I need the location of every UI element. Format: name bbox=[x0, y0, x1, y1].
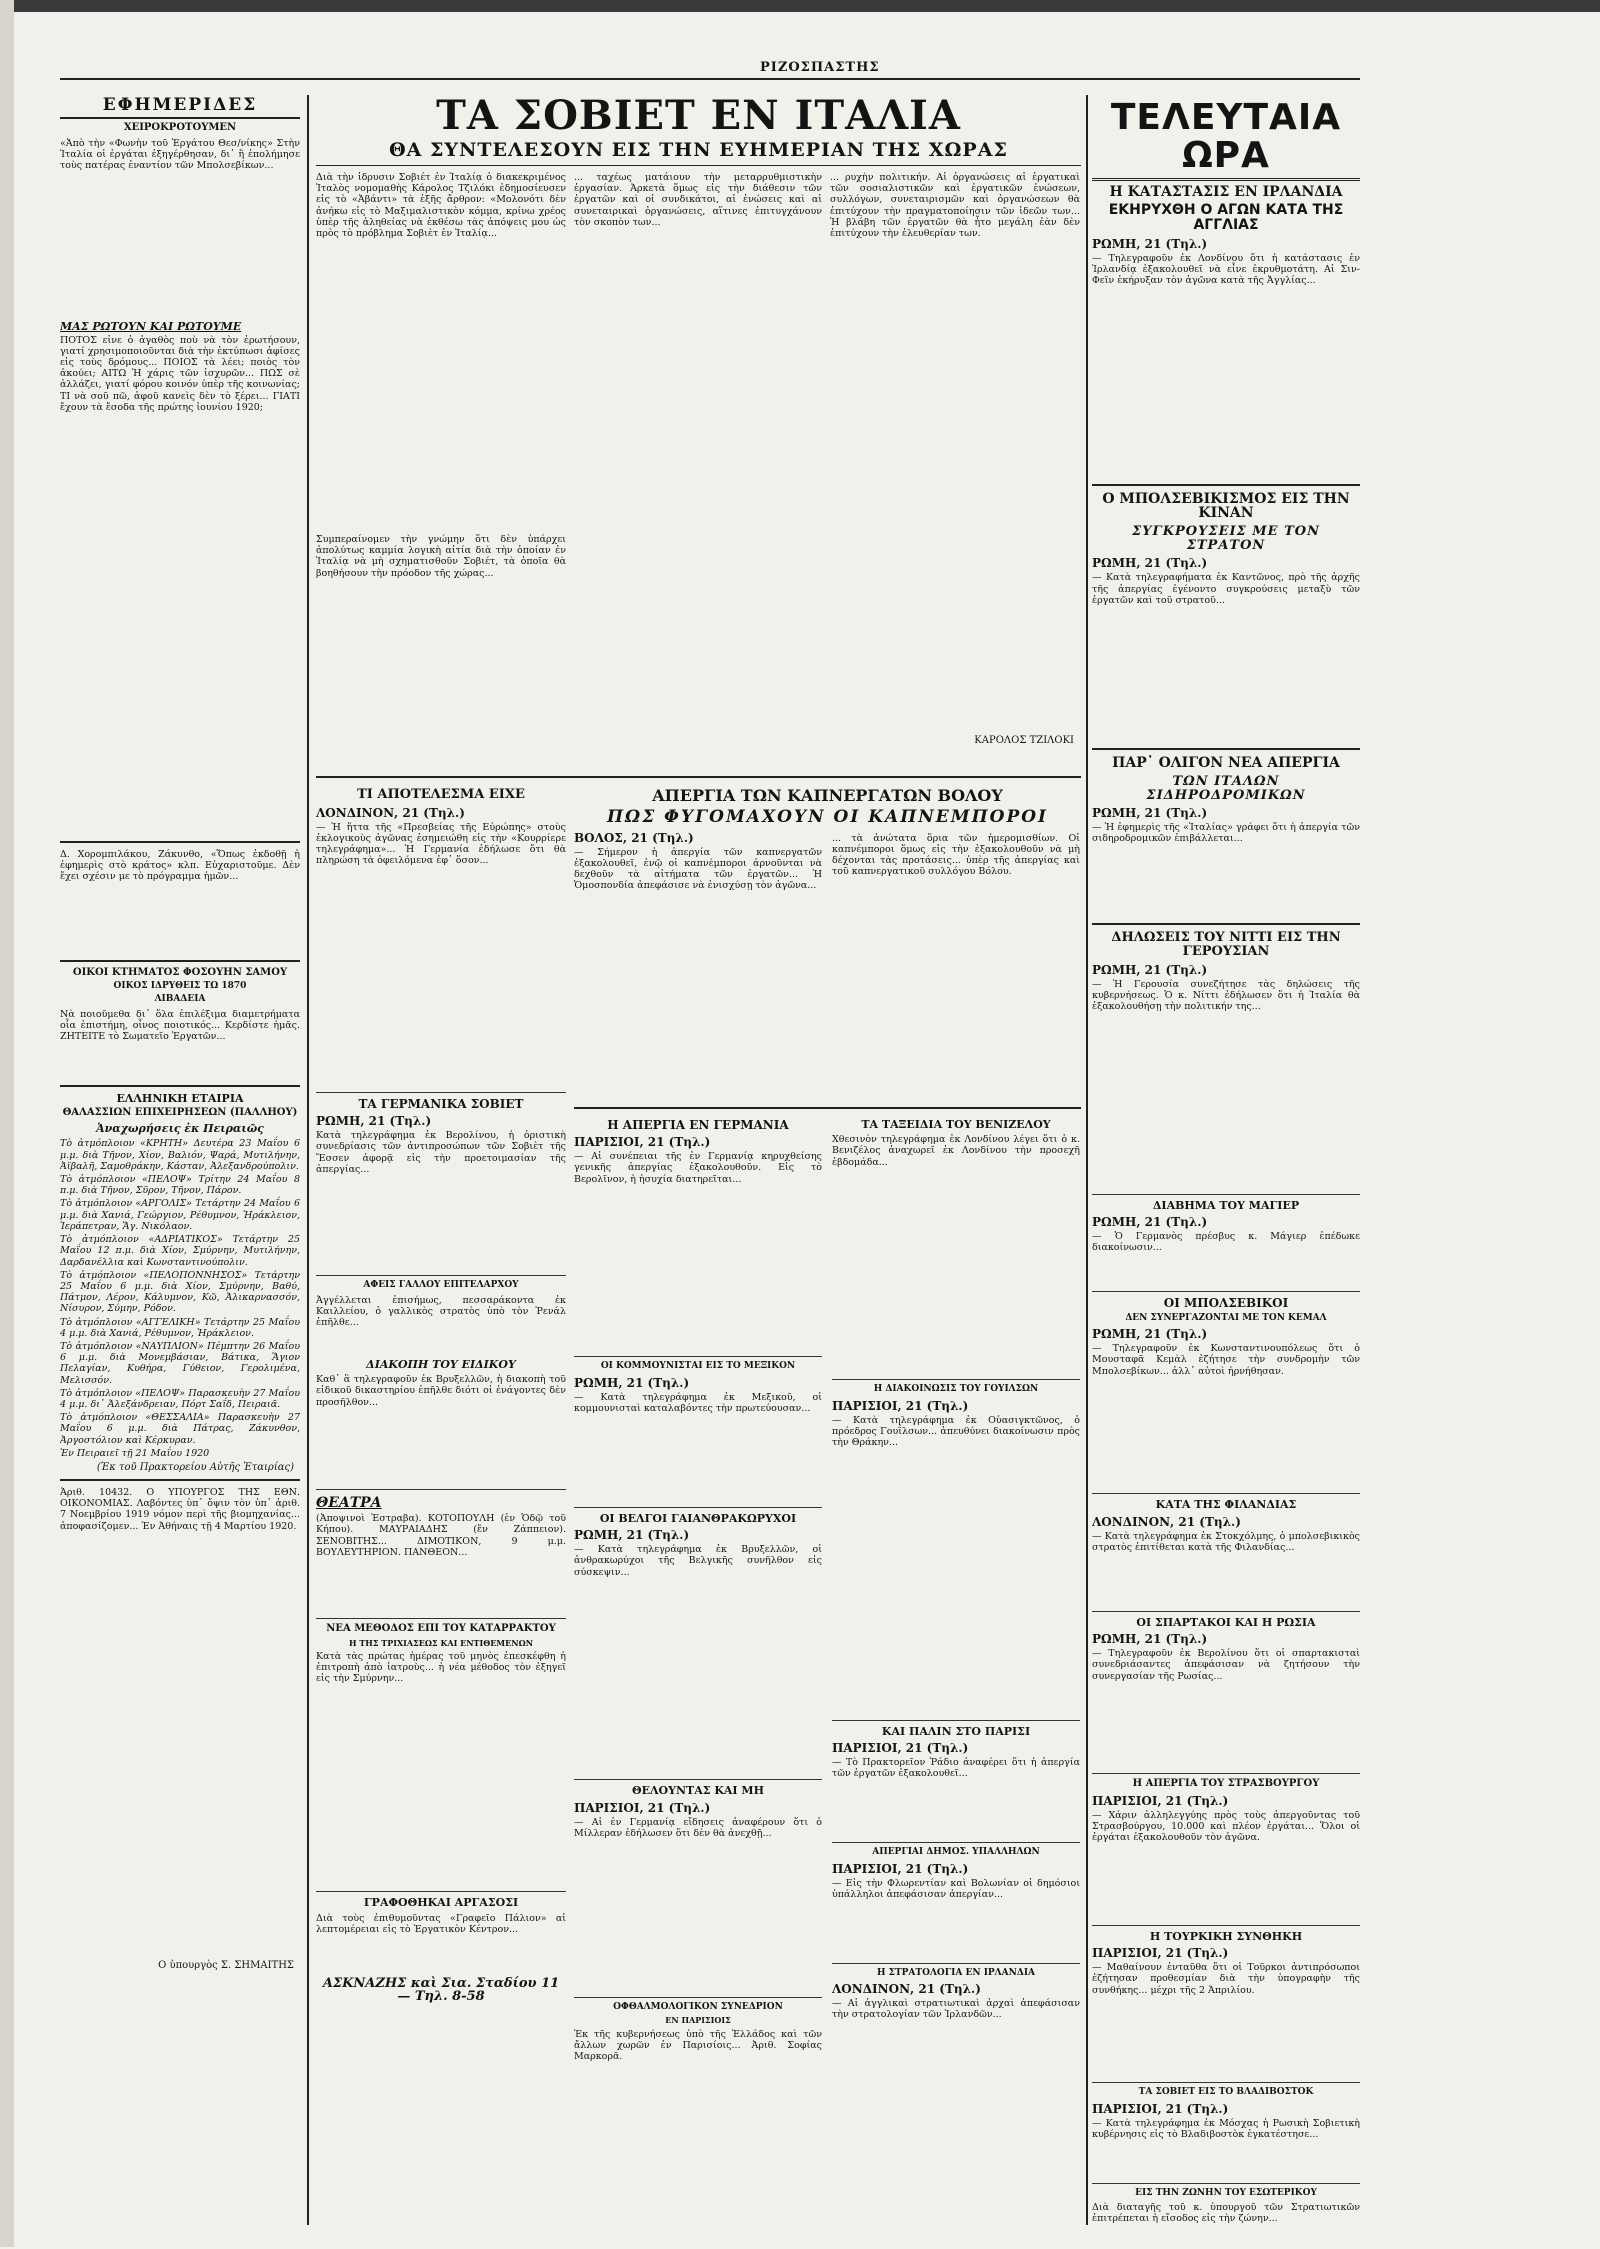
nitti-dateline: ΡΩΜΗ, 21 (Τηλ.) bbox=[1092, 962, 1208, 977]
news-col-1 bbox=[574, 1115, 822, 2091]
ypallil-text: — Εἰς τὴν Φλωρεντίαν καὶ Βολωνίαν οἱ δημόσιοι ὑπάλληλοι ἀπεφάσισαν ἀπεργίαν... bbox=[832, 1877, 1080, 1900]
volou-text: — Σήμερον ἡ ἀπεργία τῶν καπνεργατῶν ἐξακολουθεῖ, ἐνῷ οἱ καπνέμποροι ἀρνοῦνται νὰ δεχθοῦν τὰ αἰτήματα τῶν ἐργατῶν... Ἡ Ὁμοσπονδία ἀπεφάσισε νὰ ἐνισχύσῃ τὸν ἀγῶνα... bbox=[574, 846, 822, 892]
volou-title: ΑΠΕΡΓΙΑ ΤΩΝ ΚΑΠΝΕΡΓΑΤΩΝ ΒΟΛΟΥ bbox=[652, 785, 1003, 805]
club-city: ΛΙΒΑΔΕΙΑ bbox=[154, 994, 206, 1005]
banner: ΤΕΛΕΥΤΑΙΑ ΩΡΑ bbox=[1092, 99, 1360, 181]
center-lower-right bbox=[574, 784, 1081, 2215]
rotoun-title: ΜΑΣ ΡΩΤΟΥΝ ΚΑΙ ΡΩΤΟΥΜΕ bbox=[60, 319, 242, 333]
sailing-item: Τὸ ἀτμόπλοιον «ΚΡΗΤΗ» Δευτέρα 23 Μαΐου 6 μ.μ. διὰ Τῆνον, Χίον, Βαλιόν, Ψαρά, Μυτιλήνην, Ἀϊβαλῆ, Σαμοθράκην, Κάσταν, Ἀλεξανδρούπολιν. bbox=[60, 1138, 300, 1172]
irl-subtitle: ΕΚΗΡΥΧΘΗ Ο ΑΓΩΝ ΚΑΤΑ ΤΗΣ ΑΓΓΛΙΑΣ bbox=[1108, 202, 1344, 233]
ofth-sub: ΕΝ ΠΑΡΙΣΙΟΙΣ bbox=[665, 2015, 731, 2026]
divider bbox=[1092, 1291, 1360, 1292]
reader-text: Δ. Χορομπιλάκου, Ζάκυνθο, «Ὅπως ἐκδοθῇ ἡ ἐφημερὶς στὸ κράτος» κλπ. Εὐχαριστοῦμε. Δὲν ἔχει σχέσιν με τὸ πρόγραμμα ἡμῶν... bbox=[60, 848, 300, 882]
res-text: — Ἡ ἥττα τῆς «Πρεσβείας τῆς Εὐρώπης» στοὺς ἐκλογικοὺς ἀγῶνας ἐσημειώθη εἰς τὴν «Κουρρίερε τηλεγράφημα»... Ἡ Γερμανία ἐδήλωσε ὅτι θὰ πληρώση τὰ ὀφειλόμενα ἐφ᾽ ὅσον... bbox=[316, 821, 566, 867]
goulson-dateline: ΠΑΡΙΣΙΟΙ, 21 (Τηλ.) bbox=[832, 1398, 969, 1413]
column-rule-2 bbox=[1086, 95, 1088, 2225]
spart-title: ΟΙ ΣΠΑΡΤΑΚΟΙ ΚΑΙ Η ΡΩΣΙΑ bbox=[1136, 1615, 1316, 1629]
magier-dateline: ΡΩΜΗ, 21 (Τηλ.) bbox=[1092, 1215, 1208, 1230]
apergia-ger-title: Η ΑΠΕΡΓΙΑ ΕΝ ΓΕΡΜΑΝΙΑ bbox=[607, 1117, 789, 1132]
ypallil-title: ΑΠΕΡΓΙΑΙ ΔΗΜΟΣ. ΥΠΑΛΛΗΛΩΝ bbox=[872, 1847, 1040, 1858]
main-para: ... ταχέως ματάιουν τὴν μεταρρυθμιστικὴν ἐργασίαν. Ἀρκετὰ ὅμως εἰς τὴν διάθεσιν τῶν ἐργατῶν καὶ οἱ συνδικάτοι, αἱ ἑνώσεις καὶ αἱ συνεταιρικαὶ ὀργανώσεις, αἵτινες ἐπιτυγχάνουν τὸν σκοπὸν των... bbox=[574, 171, 822, 228]
divider bbox=[1092, 2082, 1360, 2083]
gallou-text: Ἀγγέλλεται ἐπισήμως, πεσσαράκοντα ἐκ Καιλλείου, ὁ γαλλικὸς στρατὸς ὑπὸ τὸν Ῥενάλ ἐπῆλθε... bbox=[316, 1294, 566, 1329]
divider bbox=[60, 960, 300, 962]
irland-text: — Αἱ ἀγγλικαὶ στρατιωτικαὶ ἀρχαὶ ἀπεφάσισαν τὴν στρατολογίαν τῶν Ἰρλανδῶν... bbox=[832, 1997, 1080, 2021]
nitti-text: — Ἡ Γερουσία συνεζήτησε τὰς δηλώσεις τῆς κυβερνήσεως. Ὁ κ. Νίττι ἐδήλωσεν ὅτι ἡ Ἰταλία θὰ ἐξακολουθήσῃ τὴν πολιτικήν της... bbox=[1092, 978, 1360, 1012]
ypallil-dateline: ΠΑΡΙΣΙΟΙ, 21 (Τηλ.) bbox=[832, 1861, 969, 1876]
sailing-item: Τὸ ἀτμόπλοιον «ΠΕΛΟΠΟΝΝΗΣΟΣ» Τετάρτην 25 Μαΐου 6 μ.μ. διὰ Χίον, Σμύρνην, Βαθύ, Πάτμον, Λέρον, Κάλυμνον, Κῶ, Ἀλικαρνασσόν, Νίσυρον, Σύμην, Ρόδον. bbox=[60, 1269, 300, 1315]
ger-text: Κατὰ τηλεγράφημα ἐκ Βερολίνου, ἡ ὁριστικὴ συνεδρίασις τῶν ἀντιπροσώπων τῶν Σοβιὲτ τῆς Ἔσσεν ἀφορᾷ εἰς τὴν προετοιμασίαν τῆς ἀπεργίας... bbox=[316, 1130, 566, 1175]
zoni-text: Διὰ διαταγῆς τοῦ κ. ὑπουργοῦ τῶν Στρατιωτικῶν ἐπιτρέπεται ἡ εἴσοδος εἰς τὴν ζώνην... bbox=[1092, 2202, 1360, 2225]
steam-sub: Ἀναχωρήσεις ἐκ Πειραιῶς bbox=[96, 1121, 264, 1135]
theloun-dateline: ΠΑΡΙΣΙΟΙ, 21 (Τηλ.) bbox=[574, 1800, 711, 1815]
irland-title: Η ΣΤΡΑΤΟΛΟΓΙΑ ΕΝ ΙΡΛΑΝΔΙΑ bbox=[876, 1967, 1036, 1978]
masthead: ΡΙΖΟΣΠΑΣΤΗΣ bbox=[760, 60, 880, 75]
goulson-title: Η ΔΙΑΚΟΙΝΩΣΙΣ ΤΟΥ ΓΟΥΙΛΣΩΝ bbox=[873, 1384, 1039, 1395]
news-col-2 bbox=[832, 1115, 1080, 2080]
main-title: ΤΑ ΣΟΒΙΕΤ ΕΝ ΙΤΑΛΙΑ bbox=[436, 95, 961, 139]
mexico-title: ΟΙ ΚΟΜΜΟΥΝΙΣΤΑΙ ΕΙΣ ΤΟ ΜΕΞΙΚΟΝ bbox=[600, 1361, 796, 1372]
sailing-item: Τὸ ἀτμόπλοιον «ΑΓΓΕΛΙΚΗ» Τετάρτην 25 Μαΐου 4 μ.μ. διὰ Χανιά, Ρέθυμνον, Ἡράκλειον. bbox=[60, 1316, 300, 1339]
main-para: Διὰ τὴν ἱδρυσιν Σοβιέτ ἐν Ἰταλίᾳ ὁ διακεκριμένος Ἰταλὸς νομομαθὴς Κάρολος Τζιλόκι ἐδημοσίευσεν εἰς τὸ «Ἀβάντι» τὰ ἑξῆς ἄρθρον: «Μολονότι δὲν ἀνήκω εἰς τὸ Μαξιμαλιστικὸν κόμμα, κρίνω χρέος ὑπὲρ τῆς ἀληθείας νὰ ἐκθέσω τὰς ἀπόψεις μου ὡς πρὸς τὸ πρόβλημα Σοβιὲτ ἐν Ἰταλίᾳ... bbox=[316, 171, 566, 239]
irland-dateline: ΛΟΝΔΙΝΟΝ, 21 (Τηλ.) bbox=[832, 1981, 981, 1996]
column-rule-1 bbox=[307, 95, 309, 2225]
vlad-title: ΤΑ ΣΟΒΙΕΤ ΕΙΣ ΤΟ ΒΛΑΔΙΒΟΣΤΟΚ bbox=[1138, 2087, 1314, 2098]
ofth-title: ΟΦΘΑΛΜΟΛΟΓΙΚΟΝ ΣΥΝΕΔΡΙΟΝ bbox=[613, 2001, 783, 2012]
spart-text: — Τηλεγραφοῦν ἐκ Βερολίνου ὅτι οἱ σπαρτακισταὶ συνεδριάσαντες ἀπεφάσισαν νὰ ζητήσουν τὴν συνεργασίαν τῆς Ρωσίας... bbox=[1092, 1648, 1360, 1682]
notice-text: Ἀριθ. 10432. Ο ΥΠΟΥΡΓΟΣ ΤΗΣ ΕΘΝ. ΟΙΚΟΝΟΜΙΑΣ. Λαβόντες ὑπ᾽ ὄψιν τὸν ὑπ᾽ ἀριθ. 7 Νοεμβρίου 1919 νόμον περὶ τῆς βιομηχανίας... ἀποφασίζομεν... Ἐν Ἀθήναις τῇ 4 Μαρτίου 1920. bbox=[60, 1486, 300, 1532]
ad-text: ΑΣΚΝΑΖΗΣ καὶ Σια. Σταδίου 11 — Τηλ. 8-58 bbox=[322, 1975, 560, 2005]
eidikou-text: Καθ᾽ ἃ τηλεγραφοῦν ἐκ Βρυξελλῶν, ἡ διακοπὴ τοῦ εἰδικοῦ δικαστηρίου ἐπῆλθε διότι οἱ ἐνάγοντες δὲν προσῆλθον... bbox=[316, 1374, 566, 1408]
center-lower bbox=[316, 784, 1081, 2224]
res-dateline: ΛΟΝΔΙΝΟΝ, 21 (Τηλ.) bbox=[316, 805, 465, 820]
theatre-text: (Ἀποψινοὶ Ἐστραβα). ΚΟΤΟΠΟΥΛΗ (ἐν Ὁδῷ τοῦ Κήπου). ΜΑΥΡΑΙΑΔΗΣ (ἕν Ζάππειον). ΣΕΝΟΒΙΤΗΣ... ΔΙΜΟΤΙΚΟΝ, 9 μ.μ. ΒΟΥΛΕΥΤΗΡΙΟΝ. ΠΑΝΘΕΟΝ... bbox=[316, 1513, 566, 1558]
divider bbox=[1092, 1611, 1360, 1612]
divider bbox=[1092, 923, 1360, 925]
zoni-title: ΕΙΣ ΤΗΝ ΖΩΝΗΝ ΤΟΥ ΕΣΩΤΕΡΙΚΟΥ bbox=[1135, 2187, 1317, 2198]
divider bbox=[60, 841, 300, 843]
kina-text: — Κατὰ τηλεγραφήματα ἐκ Καντῶνος, πρὸ τῆς ἀρχῆς τῆς ἀπεργίας ἐγένοντο συγκρούσεις μεταξὺ τῶν ἐργατῶν καὶ τοῦ στρατοῦ... bbox=[1092, 572, 1360, 606]
notice-signature: Ο ὑπουργὸς Σ. ΣΗΜΑΙΤΗΣ bbox=[158, 1959, 294, 1971]
steam-title: ΕΛΛΗΝΙΚΗ ΕΤΑΙΡΙΑ bbox=[116, 1091, 244, 1105]
spart-dateline: ΡΩΜΗ, 21 (Τηλ.) bbox=[1092, 1632, 1208, 1647]
volou-subtitle: ΠΩΣ ΦΥΓΟΜΑΧΟΥΝ ΟΙ ΚΑΠΝΕΜΠΟΡΟΙ bbox=[607, 806, 1048, 827]
venizelou-title: ΤΑ ΤΑΞΕΙΔΙΑ ΤΟΥ ΒΕΝΙΖΕΛΟΥ bbox=[861, 1117, 1051, 1131]
sidir-subtitle: ΤΩΝ ΙΤΑΛΩΝ ΣΙΔΗΡΟΔΡΟΜΙΚΩΝ bbox=[1146, 774, 1306, 803]
gallou-title: ΑΦΕΙΣ ΓΑΛΛΟΥ ΕΠΙΤΕΛΑΡΧΟΥ bbox=[363, 1280, 519, 1291]
divider bbox=[1092, 1925, 1360, 1926]
divider bbox=[60, 1085, 300, 1087]
main-para: Συμπεραίνομεν τὴν γνώμην ὅτι δὲν ὑπάρχει ἀπολύτως καμμία λογικὴ αἰτία διὰ τὴν ὁποίαν ἐν Ἰταλίᾳ νὰ μὴ σχηματισθοῦν Σοβιέτ, τὰ ὁποῖα θὰ βοηθήσουν τὴν πρόοδον τῆς χώρας... bbox=[316, 533, 566, 579]
center-column bbox=[316, 95, 1081, 2225]
irl-text: — Τηλεγραφοῦν ἐκ Λονδίνου ὅτι ἡ κατάστασις ἐν Ἰρλανδίᾳ ἐξακολουθεῖ νὰ εἶνε ἐκρυθμοτάτη. Αἱ Σιν-Φεϊν ἐκήρυξαν τὸν ἀγῶνα κατὰ τῆς Ἀγγλίας... bbox=[1092, 252, 1360, 287]
turk-dateline: ΠΑΡΙΣΙΟΙ, 21 (Τηλ.) bbox=[1092, 1946, 1229, 1961]
vlad-text: — Κατὰ τηλεγράφημα ἐκ Μόσχας ἡ Ρωσικὴ Σοβιετικὴ κυβέρνησις εἰς τὸ Βλαδιβοστὸκ ἐγκατέστησε... bbox=[1092, 2117, 1360, 2140]
theloun-title: ΘΕΛΟΥΝΤΑΣ ΚΑΙ ΜΗ bbox=[632, 1784, 764, 1798]
divider bbox=[316, 1489, 566, 1490]
volou-col-2 bbox=[832, 831, 1080, 1100]
goulson-text: — Κατὰ τηλεγράφημα ἐκ Οὐασιγκτῶνος, ὁ πρόεδρος Γουΐλσων... ἀπευθύνει διακοίνωσιν πρὸς τὴν Θράκην... bbox=[832, 1414, 1080, 1448]
grafeia-title: ΓΡΑΦΟΘΗΚΑΙ ΑΡΓΑΣΟΣΙ bbox=[363, 1896, 519, 1910]
main-para: ... ρυχὴν πολιτικήν. Αἱ ὀργανώσεις αἱ ἐργατικαὶ τῶν σοσιαλιστικῶν καὶ ἐργατικῶν ἑνώσεων, συλλόγων, συνεταιρισμῶν καὶ ὀργανώσεων θὰ ἐπιτύχουν τὴν πραγματοποίησιν τῶν ἰδεῶν των... Ἡ βλάβη τῶν ἐργατῶν θὰ ἦτο μεγάλη ἐὰν δὲν ἐπιτύχουν τὴν ἐλευθερίαν των. bbox=[830, 171, 1080, 239]
eidikou-title: ΔΙΑΚΟΠΗ ΤΟΥ ΕΙΔΙΚΟΥ bbox=[366, 1357, 516, 1371]
fin-text: — Κατὰ τηλεγράφημα ἐκ Στοκχόλμης, ὁ μπολσεβικικὸς στρατὸς ἐπιτίθεται κατὰ τῆς Φιλανδίας... bbox=[1092, 1530, 1360, 1553]
divider bbox=[574, 1507, 822, 1508]
divider bbox=[316, 1618, 566, 1619]
col-title: ΕΦΗΜΕΡΙΔΕΣ bbox=[60, 95, 300, 119]
col-subtitle: ΧΕΙΡΟΚΡΟΤΟΥΜΕΝ bbox=[123, 122, 237, 133]
top-scan-edge bbox=[0, 0, 1600, 12]
masthead-strip bbox=[60, 78, 1360, 80]
divider bbox=[1092, 1773, 1360, 1774]
kemal-text: — Τηλεγραφοῦν ἐκ Κωνσταντινουπόλεως ὅτι ὁ Μουσταφᾶ Κεμὰλ ἐζήτησε τὴν συνδρομὴν τῶν Μπολσεβίκων... ἀλλ᾽ αὐτοὶ ἠρνήθησαν. bbox=[1092, 1343, 1360, 1377]
divider bbox=[574, 1779, 822, 1780]
main-sub-2 bbox=[574, 170, 822, 764]
divider bbox=[574, 1107, 1081, 1109]
apergia-ger-text: — Αἱ συνέπειαι τῆς ἐν Γερμανίᾳ κηρυχθείσης γενικῆς ἀπεργίας ἐξακολουθοῦν. Εἰς τὸ Βερολῖνον, ἡ ἡσυχία διατηρεῖται... bbox=[574, 1151, 822, 1185]
vlad-dateline: ΠΑΡΙΣΙΟΙ, 21 (Τηλ.) bbox=[1092, 2101, 1229, 2116]
apergia-ger-dateline: ΠΑΡΙΣΙΟΙ, 21 (Τηλ.) bbox=[574, 1135, 711, 1150]
parisi-title: ΚΑΙ ΠΑΛΙΝ ΣΤΟ ΠΑΡΙΣΙ bbox=[881, 1724, 1031, 1738]
steam-signature: (Ἐκ τοῦ Πρακτορείου Αὐτῆς Ἑταιρίας) bbox=[96, 1461, 294, 1473]
divider bbox=[1092, 1493, 1360, 1494]
katarr-title: ΝΕΑ ΜΕΘΟΔΟΣ ΕΠΙ ΤΟΥ ΚΑΤΑΡΡΑΚΤΟΥ bbox=[326, 1623, 556, 1635]
theloun-text: — Αἱ ἐν Γερμανίᾳ εἴδησεις ἀναφέρουν ὅτι ὁ Μίλλεραν ἐδήλωσεν ὅτι δὲν θὰ ἀνεχθῇ... bbox=[574, 1816, 822, 1839]
ofth-text: Ἐκ τῆς κυβερνήσεως ὑπὸ τῆς Ἑλλάδος καὶ τῶν ἄλλων χωρῶν ἐν Παρισίοις... Ἀριθ. Σοφίας Μαρκορᾶ. bbox=[574, 2028, 822, 2062]
magier-title: ΔΙΑΒΗΜΑ ΤΟΥ ΜΑΓΙΕΡ bbox=[1152, 1198, 1300, 1212]
volou-body bbox=[574, 831, 1081, 1101]
main-signature: ΚΑΡΟΛΟΣ ΤΖΙΛΟΚΙ bbox=[974, 734, 1074, 746]
venizelou-text: Χθεσινὸν τηλεγράφημα ἐκ Λονδίνου λέγει ὅτι ὁ κ. Βενιζέλος ἀναχωρεῖ ἐκ Λονδίνου τὴν προσεχῆ ἑβδομάδα... bbox=[832, 1134, 1080, 1168]
col-intro-text: «Ἀπὸ τὴν «Φωνὴν τοῦ Ἐργάτου Θεσ/νίκης» Στὴν Ἰταλία οἱ ἐργάται ἐξηγέρθησαν, δι᾽ ἢ ἐπολήμησε τοὺς πατέρας ἐναντίον τῶν Μπολσεβίκων... bbox=[60, 137, 300, 171]
kemal-dateline: ΡΩΜΗ, 21 (Τηλ.) bbox=[1092, 1327, 1208, 1342]
divider bbox=[316, 1275, 566, 1276]
ger-dateline: ΡΩΜΗ, 21 (Τηλ.) bbox=[316, 1114, 432, 1129]
divider bbox=[574, 1997, 822, 1998]
volou-text-2: ... τὰ ἀνώτατα ὅρια τῶν ἡμερομισθίων. Οἱ καπνέμποροι ὅμως εἰς τὴν ἐξακολουθοῦν νὰ μὴ δέχονται τὰς προτάσεις... ὑπὲρ τῆς ἀπεργίας καὶ τοῦ καπνεργατικοῦ συλλόγου Βόλου. bbox=[832, 832, 1080, 878]
fin-title: ΚΑΤΑ ΤΗΣ ΦΙΛΑΝΔΙΑΣ bbox=[1155, 1498, 1297, 1512]
divider bbox=[1092, 484, 1360, 486]
sidir-dateline: ΡΩΜΗ, 21 (Τηλ.) bbox=[1092, 806, 1208, 821]
sidir-text: — Ἡ ἐφημερὶς τῆς «Ἰταλίας» γράφει ὅτι ἡ ἀπεργία τῶν σιδηροδρομικῶν ἐπιβάλλεται... bbox=[1092, 822, 1360, 845]
sailing-item: Τὸ ἀτμόπλοιον «ΠΕΛΟΨ» Τρίτην 24 Μαΐου 8 π.μ. διὰ Τῆνον, Σῦρον, Τῆνον, Πάρον. bbox=[60, 1174, 300, 1197]
right-column bbox=[1092, 95, 1360, 2249]
left-column bbox=[60, 95, 300, 1974]
sailings-list bbox=[60, 1138, 300, 1445]
fin-dateline: ΛΟΝΔΙΝΟΝ, 21 (Τηλ.) bbox=[1092, 1514, 1241, 1529]
mexico-dateline: ΡΩΜΗ, 21 (Τηλ.) bbox=[574, 1375, 690, 1390]
sailing-item: Τὸ ἀτμόπλοιον «ΑΔΡΙΑΤΙΚΟΣ» Τετάρτην 25 Μαΐου 12 π.μ. διὰ Χίον, Σμύρνην, Μυτιλήνην, Δαρδανέλλια καὶ Κωνσταντινούπολιν. bbox=[60, 1234, 300, 1268]
sidir-title: ΠΑΡ᾽ ΟΛΙΓΟΝ ΝΕΑ ΑΠΕΡΓΙΑ bbox=[1112, 755, 1340, 772]
irl-title: Η ΚΑΤΑΣΤΑΣΙΣ ΕΝ ΙΡΛΑΝΔΙΑ bbox=[1109, 183, 1343, 200]
divider bbox=[832, 1720, 1080, 1721]
parisi-text: — Τὸ Πρακτορεῖον Ῥάδιο ἀναφέρει ὅτι ἡ ἀπεργία τῶν ἐργατῶν ἐξακολουθεῖ... bbox=[832, 1757, 1080, 1780]
kina-title: Ο ΜΠΟΛΣΕΒΙΚΙΣΜΟΣ ΕΙΣ ΤΗΝ ΚΙΝΑΝ bbox=[1102, 490, 1350, 522]
kina-dateline: ΡΩΜΗ, 21 (Τηλ.) bbox=[1092, 556, 1208, 571]
center-lower-left bbox=[316, 784, 566, 2008]
club-subtitle: ΟΙΚΟΣ ΙΔΡΥΘΕΙΣ ΤΩ 1870 bbox=[113, 981, 247, 991]
parisi-dateline: ΠΑΡΙΣΙΟΙ, 21 (Τηλ.) bbox=[832, 1741, 969, 1756]
club-text: Νὰ ποιοῦμεθα δι᾽ ὅλα ἐπιλέξιμα διαμετρήματα οἷα ἐπιστήμη, οἶνος ποιοτικός... Κερδίστε ἡμᾶς. ΖΗΤΕΙΤΕ τὸ Σωματεῖο Ἐργατῶν... bbox=[60, 1008, 300, 1043]
veleg-title: ΟΙ ΒΕΛΓΟΙ ΓΑΙΑΝΘΡΑΚΩΡΥΧΟΙ bbox=[599, 1511, 797, 1525]
katarr-sub: Η ΤΗΣ ΤΡΙΧΙΑΣΕΩΣ ΚΑΙ ΕΝΤΙΘΕΜΕΝΩΝ bbox=[348, 1637, 534, 1648]
main-subtitle: ΘΑ ΣΥΝΤΕΛΕΣΟΥΝ ΕΙΣ ΤΗΝ ΕΥΗΜΕΡΙΑΝ ΤΗΣ ΧΩΡΑΣ bbox=[316, 141, 1081, 166]
stras-text: — Χάριν ἀλληλεγγύης πρὸς τοὺς ἀπεργοῦντας τοῦ Στρασβούργου, 10.000 καὶ πλέον ἐργάται... Ὅλοι οἱ ἐργάται ἐξακολουθοῦν τὸν ἀγῶνα. bbox=[1092, 1809, 1360, 1844]
divider bbox=[1092, 1194, 1360, 1195]
kina-subtitle: ΣΥΓΚΡΟΥΣΕΙΣ ΜΕ ΤΟΝ ΣΤΡΑΤΟΝ bbox=[1132, 524, 1320, 553]
sailing-item: Τὸ ἀτμόπλοιον «ΠΕΛΟΨ» Παρασκευὴν 27 Μαΐου 4 μ.μ. δι᾽ Ἀλεξάνδρειαν, Πόρτ Σαΐδ, Πειραιᾶ. bbox=[60, 1387, 300, 1410]
veleg-text: — Κατὰ τηλεγράφημα ἐκ Βρυξελλῶν, οἱ ἀνθρακωρύχοι τῆς Βελγικῆς συνῆλθον εἰς σύσκεψιν... bbox=[574, 1544, 822, 1578]
divider bbox=[832, 1963, 1080, 1964]
sailing-item: Τὸ ἀτμόπλοιον «ΑΡΓΟΛΙΣ» Τετάρτην 24 Μαΐου 6 μ.μ. διὰ Χανιά, Γεώργιον, Ρέθυμνον, Ἡράκλειον, Ἱεράπετραν, Ἅγ. Νικόλαον. bbox=[60, 1198, 300, 1232]
turk-title: Η ΤΟΥΡΚΙΚΗ ΣΥΝΘΗΚΗ bbox=[1149, 1929, 1303, 1943]
steam-title-2: ΘΑΛΑΣΣΙΩΝ ΕΠΙΧΕΙΡΗΣΕΩΝ (ΠΑΛΛΗΟΥ) bbox=[62, 1107, 298, 1119]
res-title: ΤΙ ΑΠΟΤΕΛΕΣΜΑ ΕΙΧΕ bbox=[357, 786, 525, 802]
veleg-dateline: ΡΩΜΗ, 21 (Τηλ.) bbox=[574, 1528, 690, 1543]
turk-text: — Μαθαίνουν ἐνταῦθα ὅτι οἱ Τοῦρκοι ἀντιπρόσωποι ἐζήτησαν προθεσμίαν διὰ τὴν ὑπογραφὴν τῆς συνθήκης... μέχρι τῆς 2 Ἀπριλίου. bbox=[1092, 1962, 1360, 1996]
main-sub-3 bbox=[830, 170, 1080, 749]
divider bbox=[1092, 748, 1360, 750]
divider bbox=[60, 1479, 300, 1481]
main-sub-1 bbox=[316, 170, 566, 766]
irl-dateline: ΡΩΜΗ, 21 (Τηλ.) bbox=[1092, 236, 1208, 251]
rotoun-text: ΠΟΤΟΣ εἶνε ὁ ἀγαθὸς ποὺ νὰ τὸν ἐρωτήσουν, γιατί χρησιμοποιοῦνται διὰ τὴν ἐκτύπωσι ἀφίσες εἰς τοὺς δρόμους... ΠΟΙΟΣ τὰ λέει; ποιὸς τὸν ἀκούει; ΑΙΤΩ Ἠ χάρις τῶν ἰσχυρῶν... ΠΩΣ σὲ ἀλλάζει, γιατί φόρου κοινόν ὑπὲρ τῆς κοινωνίας; ΤΙ νὰ σοῦ πῶ, ἀφοῦ κανεὶς δὲν τὸ ξέρει... ΓΙΑΤΙ ἔχουν τὰ ἔσοδα τῆς πρώτης ἰουνίου 1920; bbox=[60, 334, 300, 413]
volou-dateline: ΒΟΛΟΣ, 21 (Τηλ.) bbox=[574, 830, 694, 845]
kemal-title: ΟΙ ΜΠΟΛΣΕΒΙΚΟΙ bbox=[1163, 1296, 1289, 1311]
stras-dateline: ΠΑΡΙΣΙΟΙ, 21 (Τηλ.) bbox=[1092, 1793, 1229, 1808]
ger-title: ΤΑ ΓΕΡΜΑΝΙΚΑ ΣΟΒΙΕΤ bbox=[358, 1096, 524, 1111]
divider bbox=[316, 1891, 566, 1892]
volou-col-1 bbox=[574, 831, 822, 1099]
main-article bbox=[316, 170, 1081, 770]
divider bbox=[574, 1356, 822, 1357]
katarr-text: Κατὰ τὰς πρώτας ἡμέρας τοῦ μηνὸς ἐπεσκέφθη ἡ ἐπιτροπὴ ἀπὸ ἰατροὺς... ἡ νέα μέθοδος τὸν ἐξηγεῖ εἰς τὴν Σμύρνην... bbox=[316, 1651, 566, 1685]
divider bbox=[1092, 2183, 1360, 2184]
news-grid bbox=[574, 1115, 1081, 2215]
mexico-text: — Κατὰ τηλεγράφημα ἐκ Μεξικοῦ, οἱ κομμουνισταὶ καταλαβόντες τὴν πρωτεύουσαν... bbox=[574, 1391, 822, 1414]
sailing-item: Τὸ ἀτμόπλοιον «ΝΑΥΠΛΙΟΝ» Πέμπτην 26 Μαΐου 6 μ.μ. διὰ Μονεμβάσιαν, Βάτικα, Ἅγιον Πελαγίαν, Κυθήρα, Γύθειον, Γερολιμένα, Μελισσόν. bbox=[60, 1340, 300, 1386]
divider bbox=[316, 1092, 566, 1093]
magier-text: — Ὁ Γερμανὸς πρέσβυς κ. Μάγιερ ἐπέδωκε διακοίνωσιν... bbox=[1092, 1231, 1360, 1254]
left-scan-edge bbox=[0, 0, 14, 2247]
grafeia-text: Διὰ τοὺς ἐπιθυμοῦντας «Γραφεῖο Πάλιον» αἱ λεπτομέρειαι εἰς τὸ Ἐργατικὸν Κέντρον... bbox=[316, 1912, 566, 1935]
divider bbox=[316, 776, 1081, 778]
stras-title: Η ΑΠΕΡΓΙΑ ΤΟΥ ΣΤΡΑΣΒΟΥΡΓΟΥ bbox=[1132, 1778, 1320, 1790]
steam-date: Ἐν Πειραιεῖ τῇ 21 Μαΐου 1920 bbox=[60, 1447, 210, 1459]
theatre-title: ΘΕΑΤΡΑ bbox=[316, 1495, 382, 1512]
divider bbox=[832, 1379, 1080, 1380]
kemal-subtitle: ΔΕΝ ΣΥΝΕΡΓΑΖΟΝΤΑΙ ΜΕ ΤΟΝ ΚΕΜΑΛ bbox=[1125, 1312, 1327, 1323]
nitti-title: ΔΗΛΩΣΕΙΣ ΤΟΥ ΝΙΤΤΙ ΕΙΣ ΤΗΝ ΓΕΡΟΥΣΙΑΝ bbox=[1111, 930, 1341, 959]
club-title: ΟΙΚΟΙ ΚΤΗΜΑΤΟΣ ΦΟΣΟΥΗΝ ΣΑΜΟΥ bbox=[72, 966, 288, 978]
divider bbox=[832, 1842, 1080, 1843]
sailing-item: Τὸ ἀτμόπλοιον «ΘΕΣΣΑΛΙΑ» Παρασκευὴν 27 Μαΐου 6 μ.μ. διὰ Πάτρας, Ζάκυνθον, Ἀργοστόλιον καὶ Κέρκυραν. bbox=[60, 1412, 300, 1446]
